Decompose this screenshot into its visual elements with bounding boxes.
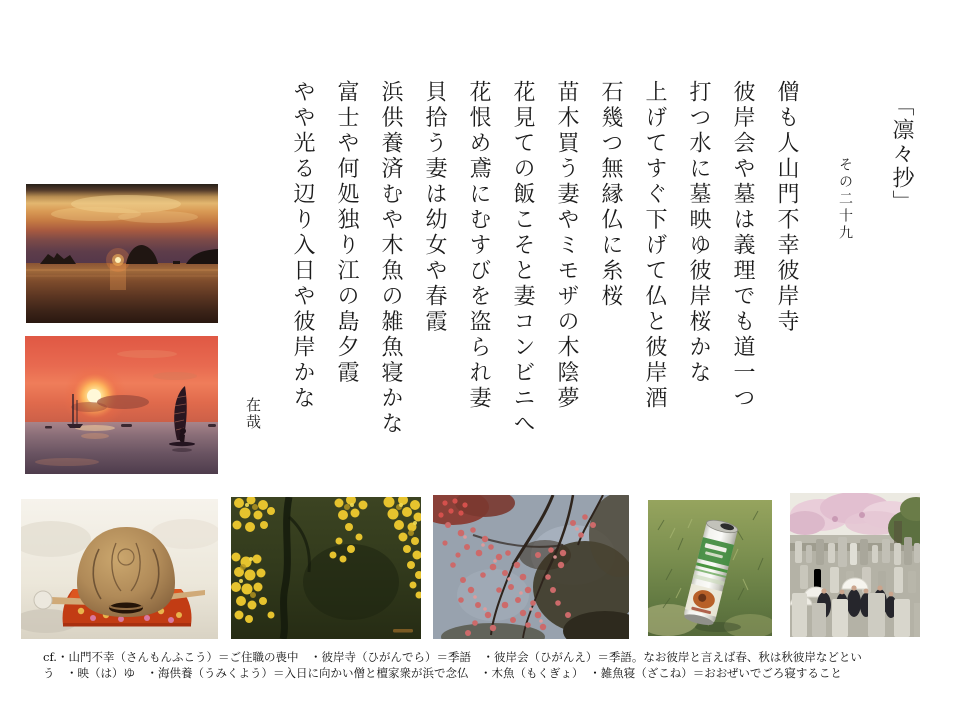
photo-mimosa-flowers (231, 497, 421, 639)
footnote-line-2: う ・映（は）ゆ ・海供養（うみくよう）＝入日に向かい僧と檀家衆が浜で念仏 ・木魚（もくぎょ） ・雑魚寝（ざこね）＝おおぜいでごろ寝すること (43, 665, 842, 680)
photo-sunset-sea-islands (26, 184, 218, 323)
footnote-block (43, 650, 862, 681)
haiku-line: やや光る辺り入日や彼岸かな (290, 80, 315, 412)
haiku-column-group (280, 80, 808, 460)
photo-beer-can (648, 500, 772, 636)
photo-cemetery-visit (790, 493, 920, 637)
haiku-line: 僧も人山門不幸彼岸寺 (774, 80, 799, 335)
haiku-line: 花見ての飯こそと妻コンビニへ (510, 80, 535, 437)
author-signature: 在哉 (244, 397, 262, 431)
haiku-line: 苗木買う妻やミモザの木陰夢 (554, 80, 579, 412)
footnote-line-1: cf.・山門不幸（さんもんふこう）＝ご住職の喪中 ・彼岸寺（ひがんでら）＝季語 ・彼岸会（ひがんえ）＝季語。なお彼岸と言えば春、秋は秋彼岸などとい (43, 650, 862, 664)
series-number: その二十九 (837, 157, 853, 242)
haiku-line: 打つ水に墓映ゆ彼岸桜かな (686, 80, 711, 386)
haiku-line: 浜供養済むや木魚の雑魚寝かな (378, 80, 403, 437)
page-title: 「凛々抄」 (889, 94, 914, 214)
haiku-line: 富士や何処独り江の島夕霞 (334, 80, 359, 386)
haiku-line: 貝拾う妻は幼女や春霞 (422, 80, 447, 335)
haiku-line: 彼岸会や墓は義理でも道一つ (730, 80, 755, 412)
photo-sunset-windsurfer (25, 336, 218, 474)
haiku-line: 花恨め鳶にむすびを盗られ妻 (466, 80, 491, 412)
haiku-line: 石幾つ無縁仏に糸桜 (598, 80, 623, 310)
haiku-line: 上げてすぐ下げて仏と彼岸酒 (642, 80, 667, 412)
photo-mokugyo-drum (21, 499, 218, 639)
photo-weeping-cherry (433, 495, 629, 639)
